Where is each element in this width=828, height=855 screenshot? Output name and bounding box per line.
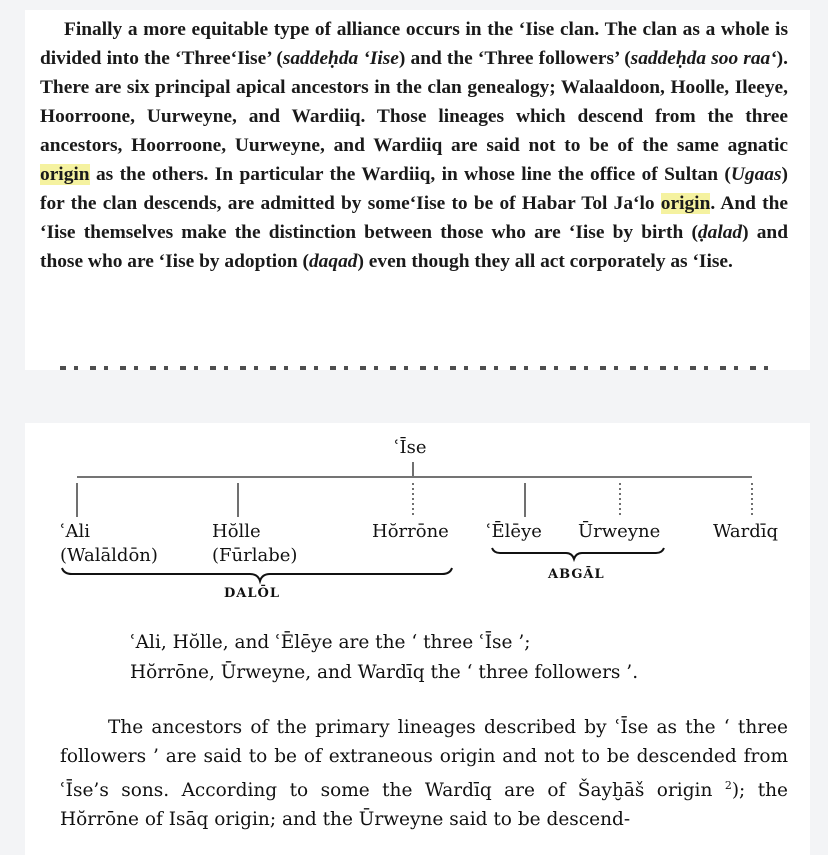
text-run: The ancestors of the primary lineages described by ʿĪse as the ‘ three followers ’ are said to be of extraneous origin and not to be descended from ʿĪse’s sons. According to some the Wardīq are of Šayḫāš origin xyxy=(60,717,788,802)
highlighted-word: origin xyxy=(660,193,711,214)
text-run: ) and the ‘Three followers’ ( xyxy=(398,48,631,69)
text-run: ) even though they all act corporately as ‘Iise. xyxy=(357,251,733,272)
text-run: as the others. In particular the Wardiiq, in whose line the office of Sultan ( xyxy=(89,164,731,185)
tree-node-horrone: Hŏrrōne xyxy=(372,521,449,542)
dalol-brace xyxy=(62,568,452,581)
tree-node-urweyne: Ūrweyne xyxy=(578,521,661,542)
caption-line-1: ʿAli, Hŏlle, and ʿĒlēye are the ‘ three ʿĪse ’; xyxy=(130,632,531,653)
group-label-dalol: DALŌL xyxy=(224,586,280,601)
text-run: Finally a more equitable type of alliance occurs in the ‘Iise clan. The clan as a whole is divided into the ‘Three‘Iise’ ( xyxy=(40,19,788,69)
group-label-abgal: ABGĀL xyxy=(548,567,605,582)
text-run: ) and those who are ‘Iise by adoption ( xyxy=(40,222,788,272)
text-run: ). There are six principal apical ancestors in the clan genealogy; Walaaldoon, Hoolle, Ileeye, Hoorroone, Uurweyne, and Wardiiq. Those lineages which descend from the three ancestors, Hoorroone, Uurweyne, and Wardiiq are said not to be of the same agnatic xyxy=(40,48,788,156)
italic-term: ḍalad xyxy=(697,222,743,243)
tree-node-ali-alt: (Walāldōn) xyxy=(60,545,158,566)
footnote-marker: 2 xyxy=(724,779,732,792)
text-run: ); the Hŏrrōne of Isāq origin; and the Ūrweyne said to be descend- xyxy=(60,780,788,831)
highlighted-word: origin xyxy=(40,164,90,185)
caption-line-2: Hŏrrōne, Ūrweyne, and Wardīq the ‘ three followers ’. xyxy=(130,662,639,683)
tree-node-holle-alt: (Fūrlabe) xyxy=(212,545,298,566)
abgal-brace xyxy=(492,548,664,559)
italic-term: daqad xyxy=(308,251,358,272)
italic-term: Ugaas xyxy=(730,164,782,185)
italic-term: saddeḥda soo raa‘ xyxy=(630,48,777,69)
italic-term: saddeḥda ‘Iise xyxy=(282,48,399,69)
tree-node-ali: ʿAli xyxy=(60,521,91,542)
text-run: ) for the clan descends, are admitted by some‘Iise to be of Habar Tol Ja‘lo xyxy=(40,164,788,214)
text-run: . And the ‘Iise themselves make the distinction between those who are ‘Iise by birth ( xyxy=(40,193,788,243)
tree-node-wardiq: Wardīq xyxy=(713,521,779,542)
tree-node-eleye: ʿĒlēye xyxy=(486,521,542,542)
ancestors-paragraph xyxy=(60,713,788,834)
tree-node-holle: Hŏlle xyxy=(212,521,261,542)
tree-root-ise: ʿĪse xyxy=(394,437,427,458)
